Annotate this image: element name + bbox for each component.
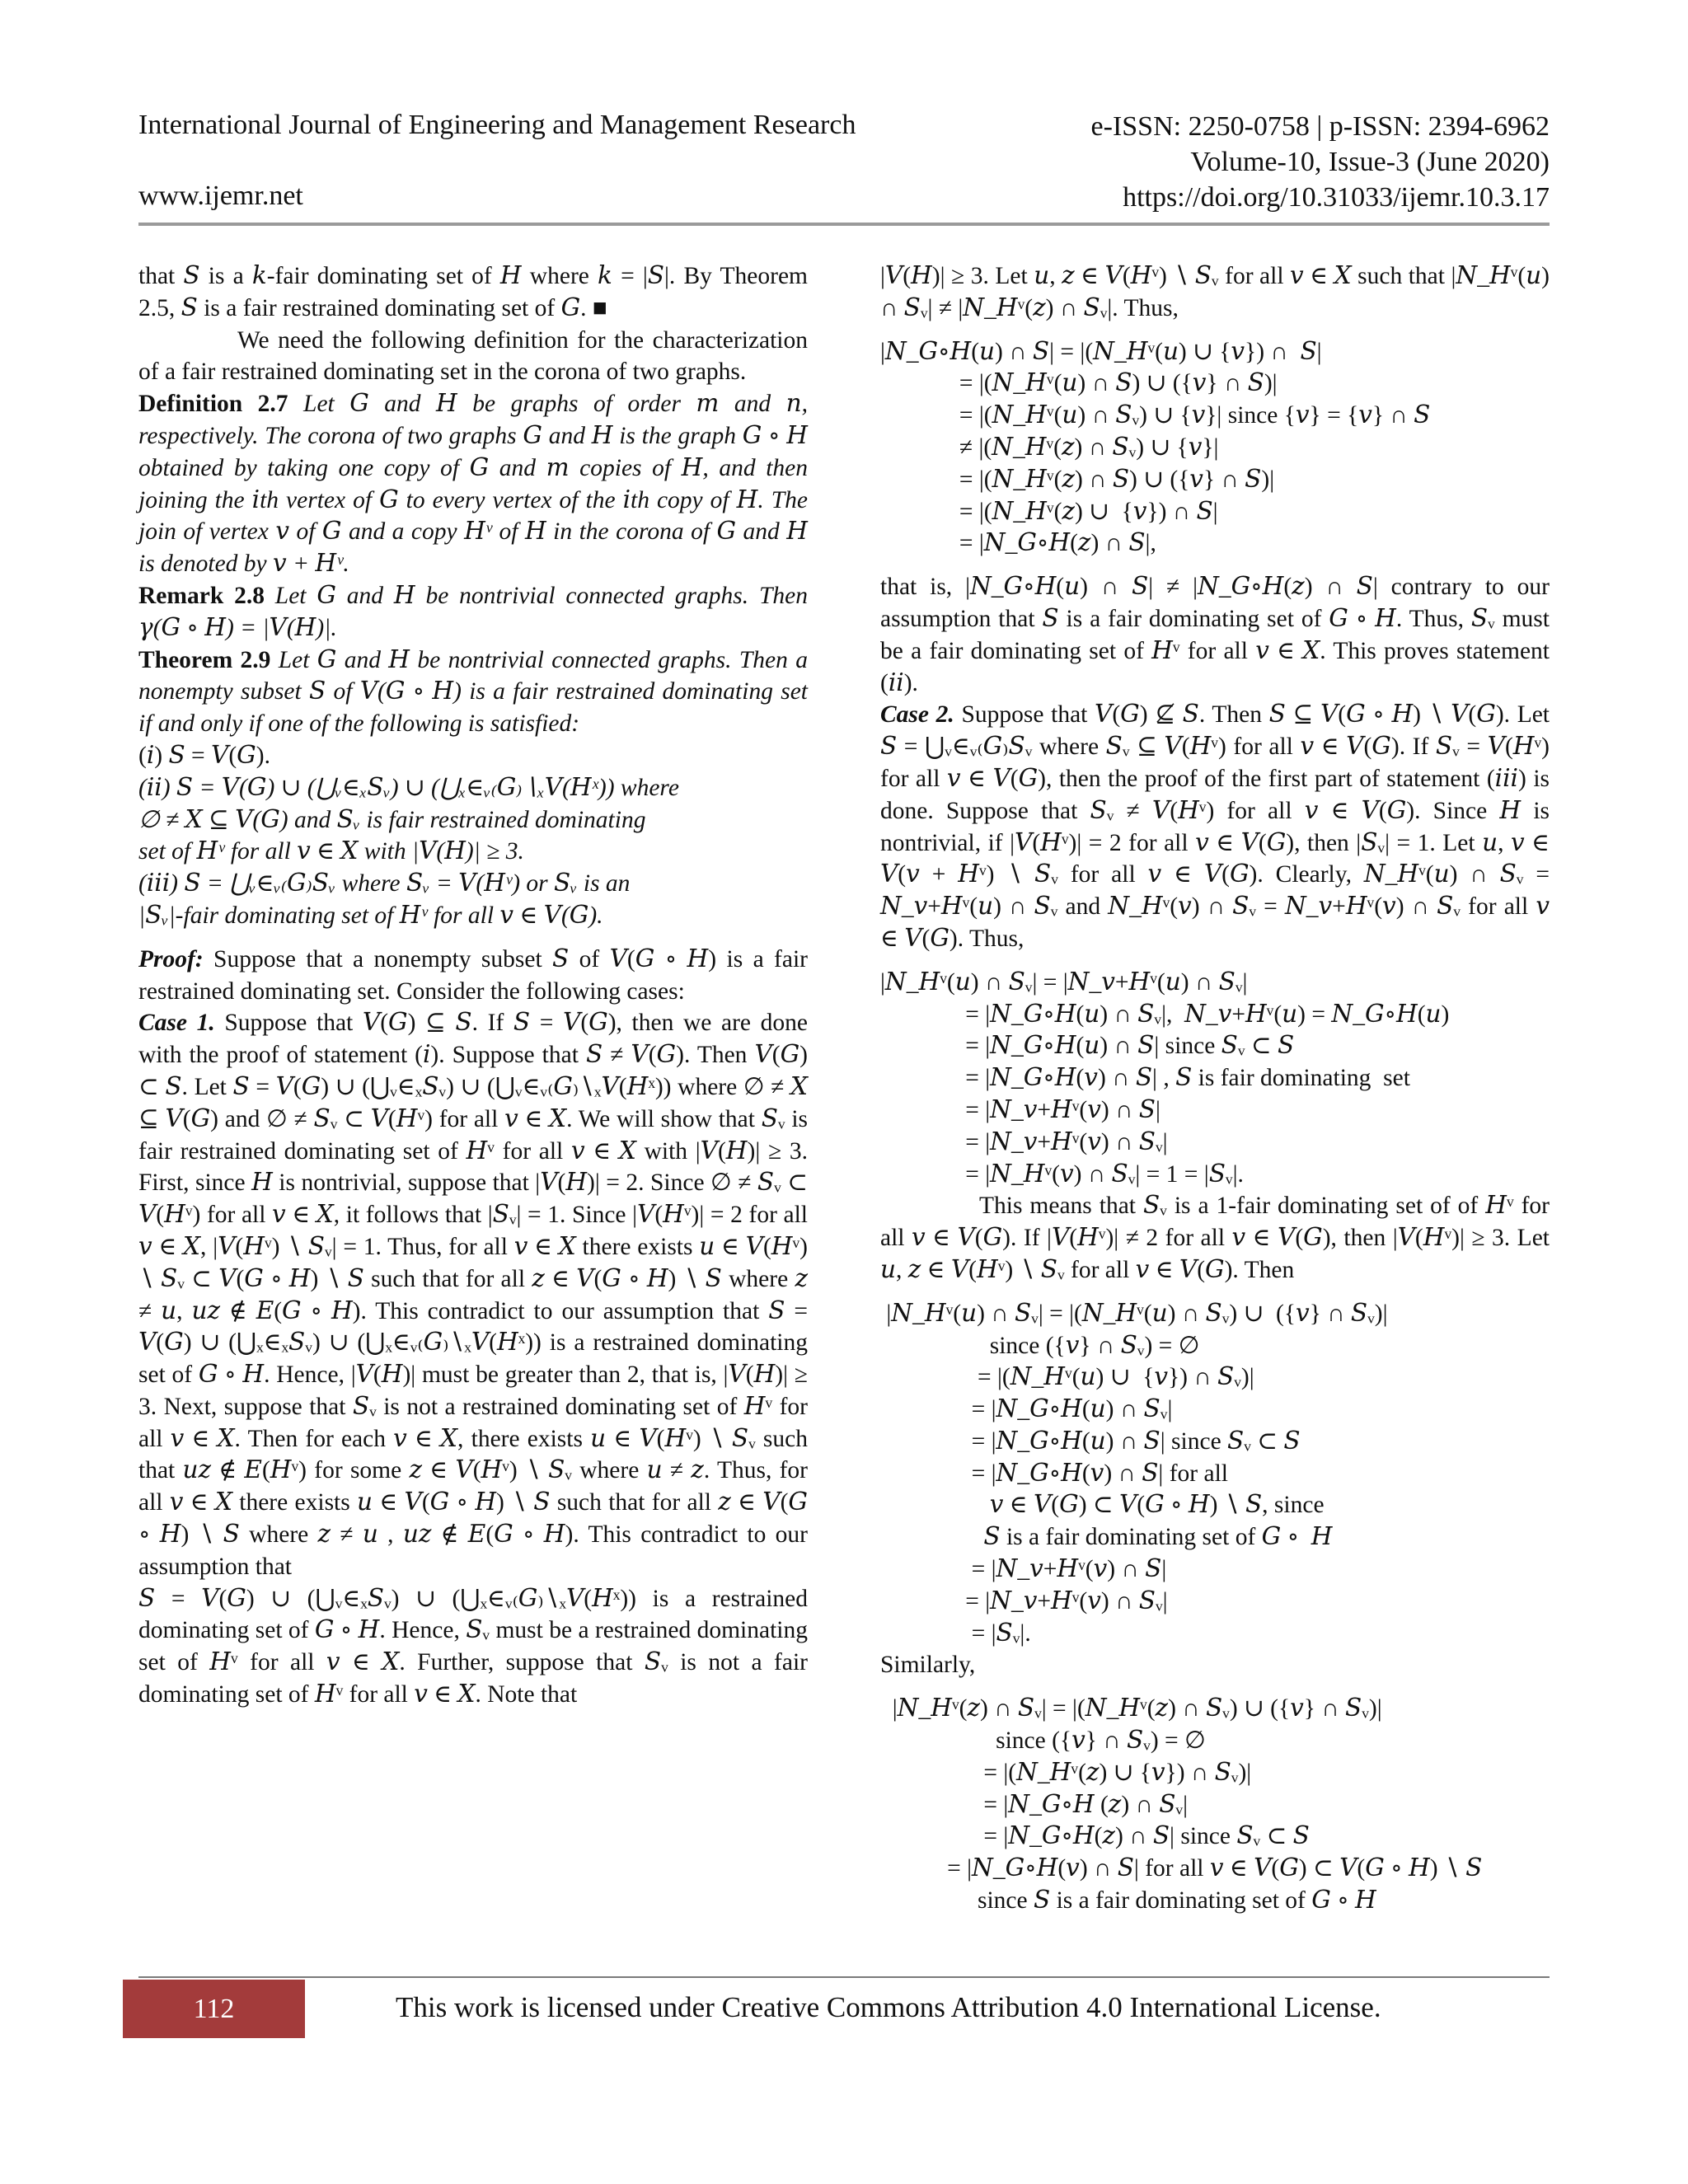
equation-line: = |𝑆ᵥ|. bbox=[880, 1619, 1031, 1647]
equation-block-3 bbox=[880, 1298, 1550, 1650]
equation-line: = |𝑁_𝑣+𝐻ᵛ(𝑣) ∩ 𝑆ᵥ| bbox=[880, 1587, 1168, 1615]
page-number-box bbox=[123, 1980, 305, 2038]
equation-line: = |𝑁_𝐺∘𝐻(𝑢) ∩ 𝑆| since 𝑆ᵥ ⊂ 𝑆 bbox=[880, 1033, 1295, 1060]
theorem-item-i: (𝑖) 𝑆 = 𝑉(𝐺). bbox=[138, 742, 270, 769]
header-right bbox=[1091, 109, 1550, 215]
remark-text: Let 𝐺 and 𝐻 be nontrivial connected graphs. Then 𝛾(𝐺 ∘ 𝐻) = |𝑉(𝐻)|. bbox=[138, 582, 808, 641]
paragraph: that is, |𝑁_𝐺∘𝐻(𝑢) ∩ 𝑆| ≠ |𝑁_𝐺∘𝐻(𝑧) ∩ 𝑆| contrary to our assumption that 𝑆 is a fair dominating set of 𝐺 ∘ 𝐻. Thus, 𝑆ᵥ must be a fair dominating set of 𝐻ᵛ for all 𝑣 ∈ 𝑋. This proves statement (𝑖𝑖). bbox=[880, 574, 1550, 696]
equation-line: = |𝑁_𝐺∘𝐻(𝑣) ∩ 𝑆| , 𝑆 is fair dominating set bbox=[880, 1065, 1410, 1092]
theorem-2-9 bbox=[138, 644, 808, 740]
similarly-text: Similarly, bbox=[880, 1652, 976, 1679]
doi-line: https://doi.org/10.31033/ijemr.10.3.17 bbox=[1123, 182, 1550, 213]
equation-line: = |𝑁_𝑣+𝐻ᵛ(𝑣) ∩ 𝑆| bbox=[880, 1556, 1167, 1583]
paragraph: We need the following definition for the characterization of a fair restrained dominating set in the corona of two graphs. bbox=[138, 326, 808, 386]
issn-line: e-ISSN: 2250-0758 | p-ISSN: 2394-6962 bbox=[1090, 111, 1550, 142]
page-number: 112 bbox=[193, 1994, 235, 2024]
theorem-item-ii-cont: ∅ ≠ 𝑋 ⊆ 𝑉(𝐺) and 𝑆ᵥ is fair restrained dominating bbox=[138, 806, 646, 833]
header-rule bbox=[138, 223, 1550, 226]
right-column bbox=[880, 260, 1550, 1917]
equation-line: = |(𝑁_𝐻ᵛ(𝑢) ∪ {𝑣}) ∩ 𝑆ᵥ)| bbox=[880, 1364, 1254, 1391]
equation-line: = |(𝑁_𝐻ᵛ(𝑢) ∩ 𝑆) ∪ ({𝑣} ∩ 𝑆)| bbox=[880, 370, 1278, 397]
definition-text: Let 𝐺 and 𝐻 be graphs of order 𝑚 and 𝑛, respectively. The corona of two graphs 𝐺 and 𝐻 is the graph 𝐺 ∘ 𝐻 obtained by taking one copy of 𝐺 and 𝑚 copies of 𝐻, and then joining the 𝑖th vertex of 𝐺 to every vertex of the 𝑖th copy of 𝐻. The join of vertex 𝑣 of 𝐺 and a copy 𝐻ᵛ of 𝐻 in the corona of 𝐺 and 𝐻 is denoted by 𝑣 + 𝐻ᵛ. bbox=[138, 391, 808, 578]
journal-website: www.ijemr.net bbox=[138, 180, 303, 211]
paragraph: 𝑆 = 𝑉(𝐺) ∪ (⋃ᵥ∈ₓ𝑆ᵥ) ∪ (⋃ₓ∈ᵥ₍𝐺₎∖ₓ𝑉(𝐻ˣ)) is a restrained dominating set of 𝐺 ∘ 𝐻. Hence, 𝑆ᵥ must be a restrained dominating set of 𝐻ᵛ for all 𝑣 ∈ 𝑋. Further, suppose that 𝑆ᵥ is not a fair dominating set of 𝐻ᵛ for all 𝑣 ∈ 𝑋. Note that bbox=[138, 1585, 808, 1708]
case-2-paragraph bbox=[880, 699, 1550, 954]
remark-2-8 bbox=[138, 580, 808, 644]
equation-line: = |𝑁_𝐺∘𝐻(𝑢) ∩ 𝑆ᵥ|, 𝑁_𝑣+𝐻ᵛ(𝑢) = 𝑁_𝐺∘𝐻(𝑢) bbox=[880, 1001, 1450, 1028]
case-2-text: Suppose that 𝑉(𝐺) ⊈ 𝑆. Then 𝑆 ⊆ 𝑉(𝐺 ∘ 𝐻) ∖ 𝑉(𝐺). Let 𝑆 = ⋃ᵥ∈ᵥ₍𝐺₎𝑆ᵥ where 𝑆ᵥ ⊆ 𝑉(𝐻ᵛ) for all 𝑣 ∈ 𝑉(𝐺). If 𝑆ᵥ = 𝑉(𝐻ᵛ) for all 𝑣 ∈ 𝑉(𝐺), then the proof of the first part of statement (𝑖𝑖𝑖) is done. Suppose that 𝑆ᵥ ≠ 𝑉(𝐻ᵛ) for all 𝑣 ∈ 𝑉(𝐺). Since 𝐻 is nontrivial, if |𝑉(𝐻ᵛ)| = 2 for all 𝑣 ∈ 𝑉(𝐺), then |𝑆ᵥ| = 1. Let 𝑢, 𝑣 ∈ 𝑉(𝑣 + 𝐻ᵛ) ∖ 𝑆ᵥ for all 𝑣 ∈ 𝑉(𝐺). Clearly, 𝑁_𝐻ᵛ(𝑢) ∩ 𝑆ᵥ = 𝑁_𝑣+𝐻ᵛ(𝑢) ∩ 𝑆ᵥ and 𝑁_𝐻ᵛ(𝑣) ∩ 𝑆ᵥ = 𝑁_𝑣+𝐻ᵛ(𝑣) ∩ 𝑆ᵥ for all 𝑣 ∈ 𝑉(𝐺). Thus, bbox=[880, 701, 1550, 952]
equation-line: = |(𝑁_𝐻ᵛ(𝑧) ∩ 𝑆) ∪ ({𝑣} ∩ 𝑆)| bbox=[880, 466, 1275, 493]
case-1-paragraph bbox=[138, 1007, 808, 1582]
equation-line: ≠ |(𝑁_𝐻ᵛ(𝑧) ∩ 𝑆ᵥ) ∪ {𝑣}| bbox=[880, 434, 1219, 461]
equation-line: since ({𝑣} ∩ 𝑆ᵥ) = ∅ bbox=[880, 1332, 1200, 1359]
case-2-label: Case 2. bbox=[880, 701, 954, 729]
equation-line: = |𝑁_𝐺∘𝐻(𝑧) ∩ 𝑆|, bbox=[880, 530, 1156, 557]
equation-line: = |(𝑁_𝐻ᵛ(𝑧) ∪ {𝑣}) ∩ 𝑆| bbox=[880, 498, 1218, 525]
equation-line: |𝑁_𝐻ᵛ(𝑢) ∩ 𝑆ᵥ| = |(𝑁_𝐻ᵛ(𝑢) ∩ 𝑆ᵥ) ∪ ({𝑣} ∩ 𝑆ᵥ)| bbox=[880, 1300, 1388, 1327]
equation-block-2 bbox=[880, 967, 1550, 1191]
definition-2-7 bbox=[138, 388, 808, 580]
definition-label: Definition 2.7 bbox=[138, 391, 288, 418]
equation-line: = |(𝑁_𝐻ᵛ(𝑧) ∪ {𝑣}) ∩ 𝑆ᵥ)| bbox=[880, 1759, 1252, 1786]
volume-line: Volume-10, Issue-3 (June 2020) bbox=[1190, 147, 1550, 177]
equation-line: = |𝑁_𝐻ᵛ(𝑣) ∩ 𝑆ᵥ| = 1 = |𝑆ᵥ|. bbox=[880, 1160, 1244, 1188]
theorem-label: Theorem 2.9 bbox=[138, 646, 271, 673]
proof-text: Suppose that a nonempty subset 𝑆 of 𝑉(𝐺 ∘ 𝐻) is a fair restrained dominating set. Consider the following cases: bbox=[138, 945, 808, 1005]
equation-block-1 bbox=[880, 336, 1550, 560]
equation-line: = |𝑁_𝐺∘𝐻(𝑢) ∩ 𝑆ᵥ| bbox=[880, 1396, 1173, 1423]
equation-block-4 bbox=[880, 1693, 1550, 1917]
theorem-item-iii: (𝑖𝑖𝑖) 𝑆 = ⋃ᵥ∈ᵥ₍𝐺₎𝑆ᵥ where 𝑆ᵥ = 𝑉(𝐻ᵛ) or 𝑆ᵥ is an bbox=[138, 870, 631, 898]
equation-line: |𝑁_𝐻ᵛ(𝑢) ∩ 𝑆ᵥ| = |𝑁_𝑣+𝐻ᵛ(𝑢) ∩ 𝑆ᵥ| bbox=[880, 968, 1248, 996]
theorem-item-ii: (𝑖𝑖) 𝑆 = 𝑉(𝐺) ∪ (⋃ᵥ∈ₓ𝑆ᵥ) ∪ (⋃ₓ∈ᵥ₍𝐺₎∖ₓ𝑉(𝐻ˣ)) where bbox=[138, 774, 679, 801]
left-column bbox=[138, 260, 808, 1711]
proof-paragraph bbox=[138, 944, 808, 1008]
proof-label: Proof: bbox=[138, 945, 204, 972]
equation-line: = |𝑁_𝑣+𝐻ᵛ(𝑣) ∩ 𝑆| bbox=[880, 1096, 1160, 1123]
license-text: This work is licensed under Creative Commons Attribution 4.0 International License. bbox=[396, 1991, 1381, 2023]
paragraph: that 𝑆 is a 𝑘-fair dominating set of 𝐻 where 𝑘 = |𝑆|. By Theorem 2.5, 𝑆 is a fair restrained dominating set of 𝐺. ■ bbox=[138, 263, 808, 321]
paragraph: |𝑉(𝐻)| ≥ 3. Let 𝑢, 𝑧 ∈ 𝑉(𝐻ᵛ) ∖ 𝑆ᵥ for all 𝑣 ∈ 𝑋 such that |𝑁_𝐻ᵛ(𝑢) ∩ 𝑆ᵥ| ≠ |𝑁_𝐻ᵛ(𝑧) ∩ 𝑆ᵥ|. Thus, bbox=[880, 263, 1550, 321]
equation-line: |𝑁_𝐻ᵛ(𝑧) ∩ 𝑆ᵥ| = |(𝑁_𝐻ᵛ(𝑧) ∩ 𝑆ᵥ) ∪ ({𝑣} ∩ 𝑆ᵥ)| bbox=[880, 1695, 1382, 1722]
footer-rule bbox=[138, 1976, 1550, 1978]
theorem-item-iii-cont: |𝑆ᵥ|-fair dominating set of 𝐻ᵛ for all 𝑣 ∈ 𝑉(𝐺). bbox=[138, 902, 603, 929]
equation-line: = |𝑁_𝑣+𝐻ᵛ(𝑣) ∩ 𝑆ᵥ| bbox=[880, 1128, 1168, 1155]
equation-line: 𝑣 ∈ 𝑉(𝐺) ⊂ 𝑉(𝐺 ∘ 𝐻) ∖ 𝑆, since bbox=[880, 1492, 1325, 1519]
equation-line: = |𝑁_𝐺∘𝐻 (𝑧) ∩ 𝑆ᵥ| bbox=[880, 1791, 1189, 1818]
equation-line: = |(𝑁_𝐻ᵛ(𝑢) ∩ 𝑆ᵥ) ∪ {𝑣}| since {𝑣} = {𝑣} ∩ 𝑆 bbox=[880, 402, 1431, 429]
equation-line: = |𝑁_𝐺∘𝐻(𝑧) ∩ 𝑆| since 𝑆ᵥ ⊂ 𝑆 bbox=[880, 1823, 1310, 1850]
equation-line: = |𝑁_𝐺∘𝐻(𝑣) ∩ 𝑆| for all bbox=[880, 1460, 1228, 1487]
equation-line: 𝑆 is a fair dominating set of 𝐺 ∘ 𝐻 bbox=[880, 1524, 1333, 1551]
equation-line: since ({𝑣} ∩ 𝑆ᵥ) = ∅ bbox=[880, 1727, 1206, 1755]
case-1-text: Suppose that 𝑉(𝐺) ⊆ 𝑆. If 𝑆 = 𝑉(𝐺), then we are done with the proof of statement (𝑖). Suppose that 𝑆 ≠ 𝑉(𝐺). Then 𝑉(𝐺) ⊂ 𝑆. Let 𝑆 = 𝑉(𝐺) ∪ (⋃ᵥ∈ₓ𝑆ᵥ) ∪ (⋃ᵥ∈ᵥ₍𝐺₎∖ₓ𝑉(𝐻ˣ)) where ∅ ≠ 𝑋 ⊆ 𝑉(𝐺) and ∅ ≠ 𝑆ᵥ ⊂ 𝑉(𝐻ᵛ) for all 𝑣 ∈ 𝑋. We will show that 𝑆ᵥ is fair restrained dominating set of 𝐻ᵛ for all 𝑣 ∈ 𝑋 with |𝑉(𝐻)| ≥ 3. First, since 𝐻 is nontrivial, suppose that |𝑉(𝐻)| = 2. Since ∅ ≠ 𝑆ᵥ ⊂ 𝑉(𝐻ᵛ) for all 𝑣 ∈ 𝑋, it follows that |𝑆ᵥ| = 1. Since |𝑉(𝐻ᵛ)| = 2 for all 𝑣 ∈ 𝑋, |𝑉(𝐻ᵛ) ∖ 𝑆ᵥ| = 1. Thus, for all 𝑣 ∈ 𝑋 there exists 𝑢 ∈ 𝑉(𝐻ᵛ) ∖ 𝑆ᵥ ⊂ 𝑉(𝐺 ∘ 𝐻) ∖ 𝑆 such that for all 𝑧 ∈ 𝑉(𝐺 ∘ 𝐻) ∖ 𝑆 where 𝑧 ≠ 𝑢, 𝑢𝑧 ∉ 𝐸(𝐺 ∘ 𝐻). This contradict to our assumption that 𝑆 = 𝑉(𝐺) ∪ (⋃ₓ∈ₓ𝑆ᵥ) ∪ (⋃ₓ∈ᵥ₍𝐺₎∖ₓ𝑉(𝐻ˣ)) is a restrained dominating set of 𝐺 ∘ 𝐻. Hence, |𝑉(𝐻)| must be greater than 2, that is, |𝑉(𝐻)| ≥ 3. Next, suppose that 𝑆ᵥ is not a restrained dominating set of 𝐻ᵛ for all 𝑣 ∈ 𝑋. Then for each 𝑣 ∈ 𝑋, there exists 𝑢 ∈ 𝑉(𝐻ᵛ) ∖ 𝑆ᵥ such that 𝑢𝑧 ∉ 𝐸(𝐻ᵛ) for some 𝑧 ∈ 𝑉(𝐻ᵛ) ∖ 𝑆ᵥ where 𝑢 ≠ 𝑧. Thus, for all 𝑣 ∈ 𝑋 there exists 𝑢 ∈ 𝑉(𝐺 ∘ 𝐻) ∖ 𝑆 such that for all 𝑧 ∈ 𝑉(𝐺 ∘ 𝐻) ∖ 𝑆 where 𝑧 ≠ 𝑢 , 𝑢𝑧 ∉ 𝐸(𝐺 ∘ 𝐻). This contradict to our assumption that bbox=[138, 1010, 808, 1580]
remark-label: Remark 2.8 bbox=[138, 582, 265, 609]
theorem-text: Let 𝐺 and 𝐻 be nontrivial connected graphs. Then a nonempty subset 𝑆 of 𝑉(𝐺 ∘ 𝐻) is a fair restrained dominating set if and only if one of the following is satisfied: bbox=[138, 646, 808, 738]
equation-line: = |𝑁_𝐺∘𝐻(𝑣) ∩ 𝑆| for all 𝑣 ∈ 𝑉(𝐺) ⊂ 𝑉(𝐺 ∘ 𝐻) ∖ 𝑆 bbox=[880, 1855, 1483, 1882]
equation-line: = |𝑁_𝐺∘𝐻(𝑢) ∩ 𝑆| since 𝑆ᵥ ⊂ 𝑆 bbox=[880, 1427, 1301, 1455]
equation-line: |𝑁_𝐺∘𝐻(𝑢) ∩ 𝑆| = |(𝑁_𝐻ᵛ(𝑢) ∪ {𝑣}) ∩ 𝑆| bbox=[880, 338, 1322, 365]
equation-line: since 𝑆 is a fair dominating set of 𝐺 ∘ 𝐻 bbox=[880, 1887, 1376, 1915]
paragraph: This means that 𝑆ᵥ is a 1-fair dominating set of of 𝐻ᵛ for all 𝑣 ∈ 𝑉(𝐺). If |𝑉(𝐻ᵛ)| ≠ 2 for all 𝑣 ∈ 𝑉(𝐺), then |𝑉(𝐻ᵛ)| ≥ 3. Let 𝑢, 𝑧 ∈ 𝑉(𝐻ᵛ) ∖ 𝑆ᵥ for all 𝑣 ∈ 𝑉(𝐺). Then bbox=[880, 1193, 1550, 1283]
case-1-label: Case 1. bbox=[138, 1010, 215, 1037]
theorem-item-ii-cont: set of 𝐻ᵛ for all 𝑣 ∈ 𝑋 with |𝑉(𝐻)| ≥ 3. bbox=[138, 838, 524, 865]
journal-name: International Journal of Engineering and Management Research bbox=[138, 110, 856, 140]
